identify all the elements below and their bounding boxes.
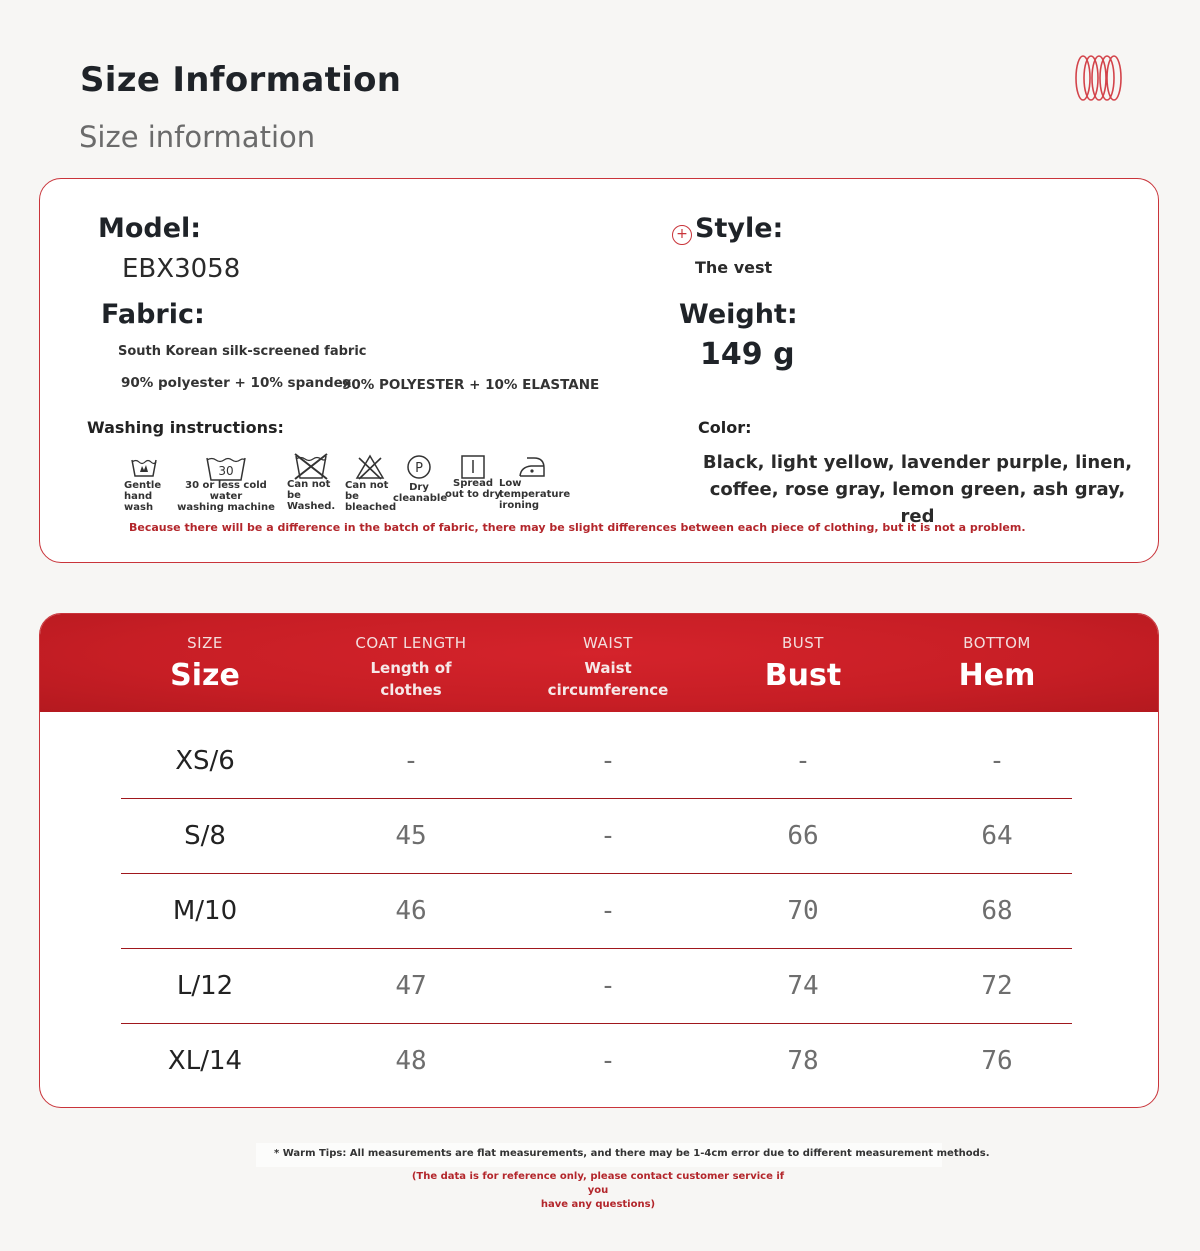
cell-waist: -: [600, 746, 616, 776]
header-bust: [708, 614, 898, 712]
color-label: Color:: [698, 418, 752, 437]
fabric-composition: 90% polyester + 10% spandex: [121, 375, 352, 391]
table-row: [121, 1024, 1072, 1099]
wash-label-line: Dry: [409, 482, 429, 493]
cell-hem: 72: [981, 971, 1013, 1001]
model-label: Model:: [98, 213, 202, 244]
header-label: Size: [170, 658, 240, 693]
fabric-composition-alt: 90% POLYESTER + 10% ELASTANE: [342, 377, 600, 393]
wash-label-line: be: [345, 491, 359, 502]
brand-logo-icon: [1072, 52, 1124, 104]
wash-label-line: temperature: [499, 489, 571, 500]
wash-label-line: cleanable: [393, 493, 448, 504]
header-size: [110, 614, 300, 712]
wash-label-line: Can not: [345, 480, 389, 491]
table-row: [121, 949, 1072, 1024]
weight-label: Weight:: [679, 299, 798, 330]
cell-length: 45: [395, 821, 427, 851]
cell-size: XS/6: [175, 746, 235, 776]
cell-hem: 64: [981, 821, 1013, 851]
product-info-card: [39, 178, 1159, 563]
cell-size: XL/14: [167, 1046, 243, 1076]
cell-length: 46: [395, 896, 427, 926]
gentle-hand-wash-icon: [124, 454, 164, 513]
cell-bust: -: [795, 746, 811, 776]
dry-flat-icon: [445, 454, 501, 500]
cell-waist: -: [600, 1046, 616, 1076]
header-en: SIZE: [187, 634, 223, 652]
header-line: Length of: [370, 659, 452, 677]
header-en: BOTTOM: [963, 634, 1031, 652]
cell-length: 47: [395, 971, 427, 1001]
fabric-label: Fabric:: [101, 299, 205, 330]
style-value: The vest: [695, 258, 773, 277]
cell-length: 48: [395, 1046, 427, 1076]
cell-size: S/8: [184, 821, 226, 851]
wash-label-line: bleached: [345, 502, 397, 513]
cell-bust: 78: [787, 1046, 819, 1076]
table-row: [121, 874, 1072, 949]
reference-note-line: (The data is for reference only, please contact customer service if you: [411, 1171, 785, 1196]
dry-clean-badge: P: [415, 461, 423, 476]
model-value: EBX3058: [122, 254, 241, 284]
warm-tip: * Warm Tips: All measurements are flat measurements, and there may be 1-4cm error due to different measurement methods.: [274, 1148, 990, 1159]
wash-label-line: Spread: [453, 478, 493, 489]
header-line: Waist: [584, 659, 632, 677]
cell-waist: -: [600, 971, 616, 1001]
wash-label-line: 30 or less cold water: [185, 480, 267, 502]
table-row: [121, 724, 1072, 799]
style-label: Style:: [695, 213, 784, 244]
table-row: [121, 799, 1072, 874]
header-line: clothes: [380, 681, 442, 699]
batch-note: Because there will be a difference in the batch of fabric, there may be slight differences between each piece of clothing, but it is not a problem.: [129, 521, 1026, 534]
fabric-description: South Korean silk-screened fabric: [118, 344, 367, 359]
size-table-header: [40, 614, 1158, 712]
cell-hem: 68: [981, 896, 1013, 926]
warm-tips-box: [256, 1143, 990, 1167]
dry-clean-icon: [393, 454, 448, 504]
wash-label-line: washing machine: [177, 502, 275, 513]
reference-note: [400, 1170, 796, 1212]
header-en: BUST: [782, 634, 824, 652]
plus-icon: +: [672, 225, 692, 245]
cell-bust: 74: [787, 971, 819, 1001]
wash-label-line: Can not: [287, 479, 331, 490]
color-list-line: Black, light yellow, lavender purple, linen,: [702, 452, 1133, 473]
header-waist: [513, 614, 703, 712]
wash-label-line: be: [287, 490, 301, 501]
weight-value: 149 g: [700, 337, 795, 372]
cell-waist: -: [600, 896, 616, 926]
cell-size: L/12: [176, 971, 234, 1001]
wash-label-line: out to dry: [445, 489, 501, 500]
cell-bust: 66: [787, 821, 819, 851]
header-line: circumference: [547, 681, 669, 699]
low-iron-icon: [497, 454, 571, 511]
size-table: [39, 613, 1159, 1108]
wash-label-line: Gentle: [124, 480, 162, 491]
header-en: COAT LENGTH: [355, 634, 467, 652]
header-label: Hem: [958, 658, 1036, 693]
header-en: WAIST: [583, 634, 633, 652]
page-title: Size Information: [80, 60, 402, 100]
wash-label-line: wash: [124, 502, 154, 513]
header-bottom: [902, 614, 1092, 712]
cell-hem: -: [989, 746, 1005, 776]
reference-note-line: have any questions): [540, 1199, 656, 1210]
wash-label-line: hand: [124, 491, 153, 502]
color-list-line: coffee, rose gray, lemon green, ash gray, red: [709, 479, 1126, 527]
wash-label-line: ironing: [499, 500, 540, 511]
color-list: [695, 449, 1140, 530]
wash-label-line: Low: [499, 478, 522, 489]
wash-label-line: Washed.: [287, 501, 336, 512]
washing-label: Washing instructions:: [87, 418, 284, 437]
do-not-bleach-icon: [345, 454, 395, 513]
cell-bust: 70: [787, 896, 819, 926]
cell-waist: -: [600, 821, 616, 851]
header-coat-length: [316, 614, 506, 712]
header-label: Bust: [764, 658, 842, 693]
wash-temp-badge: 30: [218, 464, 234, 478]
do-not-wash-icon: [287, 452, 335, 512]
cell-size: M/10: [172, 896, 238, 926]
cell-length: -: [403, 746, 419, 776]
cell-hem: 76: [981, 1046, 1013, 1076]
page-subtitle: Size information: [79, 120, 316, 154]
machine-wash-30-icon: [171, 454, 281, 513]
